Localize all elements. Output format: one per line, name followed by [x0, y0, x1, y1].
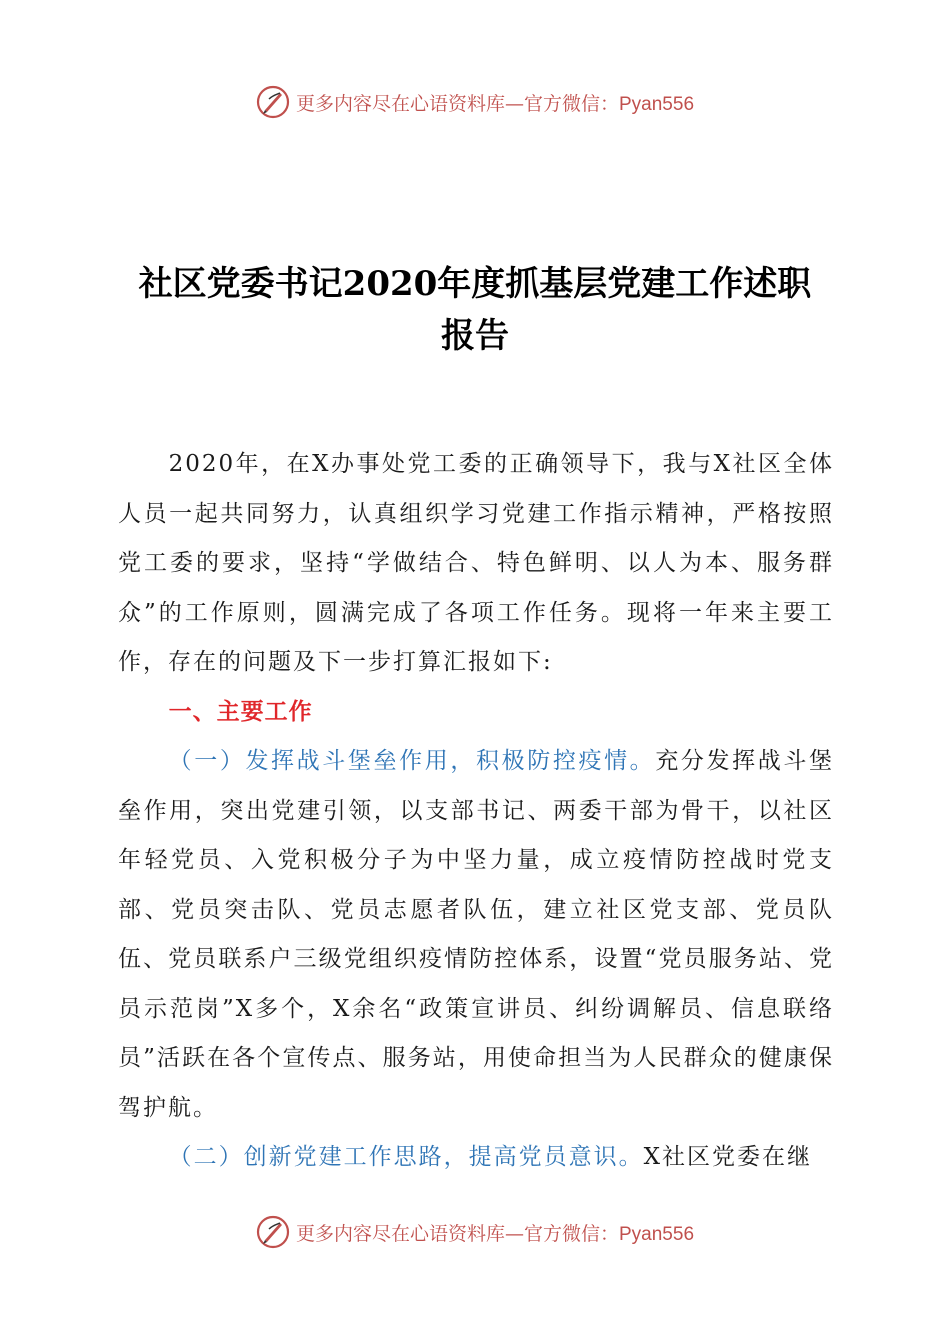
watermark-text: 更多内容尽在心语资料库—官方微信：Pyan556: [295, 1222, 695, 1245]
intro-paragraph: 2020年，在X办事处党工委的正确领导下，我与X社区全体人员一起共同努力，认真组织学习党建工作指示精神，严格按照党工委的要求，坚持“学做结合、特色鲜明、以人为本、服务群众”的工作原则，圆满完成了各项工作任务。现将一年来主要工作，存在的问题及下一步打算汇报如下:: [118, 451, 834, 675]
section-heading-main-work: 一、主要工作: [168, 698, 313, 725]
quill-logo-icon: [256, 1215, 290, 1249]
watermark-text: 更多内容尽在心语资料库—官方微信：Pyan556: [295, 92, 695, 115]
document-title: [0, 258, 950, 362]
watermark-header: [0, 82, 950, 122]
document-body: [118, 440, 834, 1183]
subsection-1-body: 充分发挥战斗堡垒作用，突出党建引领，以支部书记、两委干部为骨干，以社区年轻党员、入党积极分子为中坚力量，成立疫情防控战时党支部、党员突击队、党员志愿者队伍，建立社区党支部、党员队伍、党员联系户三级党组织疫情防控体系，设置“党员服务站、党员示范岗”X多个，X余名“政策宣讲员、纠纷调解员、信息联络员”活跃在各个宣传点、服务站，用使命担当为人民群众的健康保驾护航。: [118, 748, 835, 1121]
subsection-2-body: X社区党委在继: [643, 1144, 812, 1170]
subsection-2-paragraph: [118, 1133, 834, 1183]
subsection-2-heading: （二）创新党建工作思路，提高党员意识。: [168, 1144, 644, 1170]
subsection-1-heading: （一）发挥战斗堡垒作用，积极防控疫情。: [168, 748, 656, 774]
watermark-footer: [0, 1212, 950, 1252]
subsection-1-paragraph: [118, 737, 834, 1133]
quill-logo-icon: [256, 85, 290, 119]
title-line-1: 社区党委书记2020年度抓基层党建工作述职: [138, 264, 812, 304]
title-line-2: 报告: [441, 316, 509, 356]
